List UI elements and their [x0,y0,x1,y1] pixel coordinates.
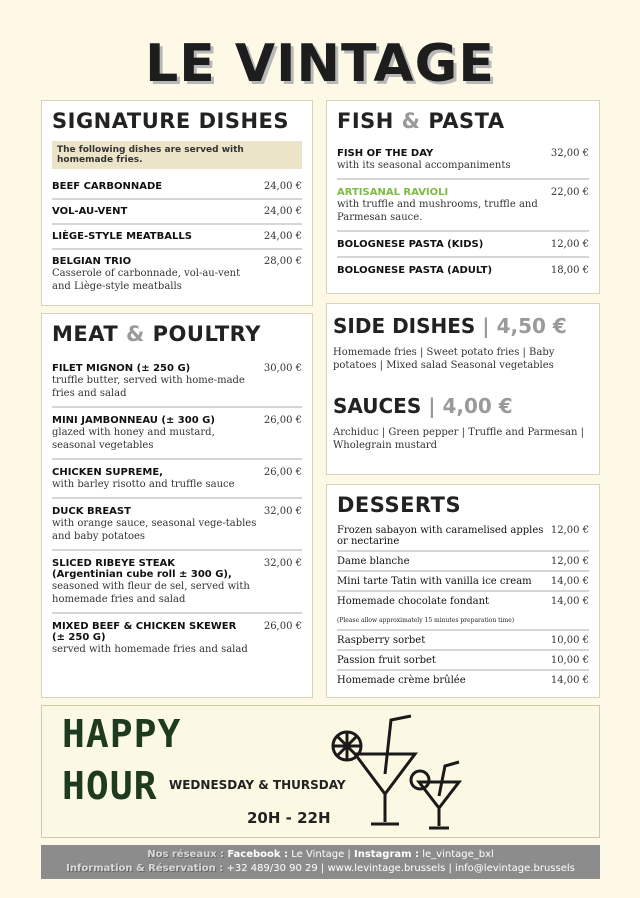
footer-info-value[interactable]: +32 489/30 90 29 | www.levintage.brussels | info@levintage.brussels [226,863,575,874]
menu-item [337,651,589,671]
menu-item-price: 24,00 € [263,231,302,242]
facebook-label: Facebook : [227,849,289,860]
footer-networks-label: Nos réseaux : [147,849,225,860]
instagram-label: Instagram : [353,849,420,860]
menu-item-name: Dame blanche [337,556,410,567]
menu-item-name: ARTISANAL RAVIOLI [337,187,449,198]
page-title: LE VINTAGE [145,34,495,94]
happy-word: HAPPY [62,712,182,756]
sauces-heading [333,394,593,418]
menu-item [52,460,302,499]
menu-item-text [52,206,258,217]
meat-heading [52,322,302,346]
menu-item-desc: Casserole of carbonnade, vol-au-vent and Liège-style meatballs [52,268,241,292]
menu-item-price: 18,00 € [550,265,589,276]
menu-item-text [52,506,258,543]
menu-item [52,175,302,200]
footer-line-2 [45,862,596,876]
menu-item [52,250,302,299]
menu-item-name: LIÈGE-STYLE MEATBALLS [52,231,192,242]
desserts-panel [326,484,600,698]
dessert-list [337,521,589,689]
menu-item [337,671,589,689]
menu-item-price: 26,00 € [263,467,302,478]
footer-line-1 [45,848,596,862]
meat-heading-b: POULTRY [152,322,261,346]
menu-item [52,551,302,614]
sauces-title: SAUCES [333,394,422,418]
menu-item [337,232,589,258]
menu-item-name: MINI JAMBONNEAU (± 300 G) [52,415,215,426]
sides-price: | 4,50 € [482,314,567,338]
menu-item-price: 10,00 € [550,635,589,646]
hour-word: HOUR [62,764,158,808]
happy-hour-banner [41,705,600,838]
menu-item-price: 12,00 € [550,239,589,250]
menu-item-desc: served with homemade fries and salad [52,644,248,655]
menu-item-name: BELGIAN TRIO [52,256,132,267]
menu-item-name: FISH OF THE DAY [337,148,434,159]
menu-item-desc: with truffle and mushrooms, truffle and Parmesan sauce. [337,199,538,223]
happy-hour-time: 20H - 22H [247,809,331,827]
signature-note: The following dishes are served with homemade fries. [52,141,302,169]
menu-item-price: 30,00 € [263,363,302,374]
menu-item-desc: with barley risotto and truffle sauce [52,479,235,490]
menu-item [52,225,302,250]
menu-item [337,141,589,180]
menu-item-price: 22,00 € [550,187,589,198]
menu-item-price: 26,00 € [263,621,302,632]
menu-item-price: 26,00 € [263,415,302,426]
sides-desc: Homemade fries | Sweet potato fries | Baby potatoes | Mixed salad Seasonal vegetables [333,347,555,371]
menu-item-text [337,675,545,686]
menu-item-text [52,467,258,491]
fish-heading [337,109,589,133]
menu-item [337,258,589,282]
menu-item-text [337,596,545,626]
happy-hour-days: WEDNESDAY & THURSDAY [169,778,346,792]
fish-heading-b: PASTA [428,109,505,133]
menu-item-text [337,655,545,666]
menu-item [337,180,589,232]
sides-sauces-panel [326,303,600,475]
footer-info-label: Information & Réservation : [66,863,224,874]
menu-item-text [52,256,258,293]
menu-item-name: SLICED RIBEYE STEAK [52,558,176,569]
menu-item-price: 12,00 € [550,556,589,567]
menu-item-price: 24,00 € [263,181,302,192]
menu-item-text [52,415,258,452]
menu-item-desc: seasoned with fleur de sel, served with homemade fries and salad [52,581,250,605]
menu-item-name: MIXED BEEF & CHICKEN SKEWER [52,621,237,632]
menu-item-desc: truffle butter, served with home-made fries and salad [52,375,245,399]
meat-heading-a: MEAT [52,322,119,346]
footer-bar [41,845,600,879]
menu-item [52,200,302,225]
menu-item-text [52,621,258,656]
menu-item-price: 24,00 € [263,206,302,217]
menu-item-name-2: (± 250 G) [52,632,106,643]
menu-item-text [337,525,545,547]
menu-item-name: FILET MIGNON (± 250 G) [52,363,191,374]
menu-item-note: (Please allow approximately 15 minutes preparation time) [337,617,515,624]
menu-item-price: 32,00 € [550,148,589,159]
menu-item [52,499,302,551]
sides-title: SIDE DISHES [333,314,476,338]
menu-item [52,614,302,662]
menu-item-price: 12,00 € [550,525,589,536]
menu-item-name: Homemade chocolate fondant [337,596,490,607]
menu-item-text [337,239,545,250]
menu-item-text [337,187,545,224]
fish-heading-a: FISH [337,109,394,133]
sauces-price: | 4,00 € [428,394,513,418]
menu-item-text [52,181,258,192]
menu-item-price: 28,00 € [263,256,302,267]
menu-item-desc: with its seasonal accompaniments [337,160,511,171]
fish-pasta-panel [326,100,600,294]
fish-list [337,141,589,282]
menu-item-price: 10,00 € [550,655,589,666]
menu-item-name: CHICKEN SUPREME, [52,467,163,478]
menu-item-text [337,635,545,646]
facebook-link[interactable]: Le Vintage | [291,849,351,860]
menu-item-name: DUCK BREAST [52,506,131,517]
sauces-desc: Archiduc | Green pepper | Truffle and Parmesan | Wholegrain mustard [333,427,584,451]
cocktail-icon [327,710,477,835]
menu-item [337,592,589,631]
menu-item [337,552,589,572]
menu-item-text [52,363,258,400]
menu-item-text [52,231,258,242]
menu-item-price: 14,00 € [550,675,589,686]
menu-item-text [337,576,545,587]
meat-list [52,356,302,662]
menu-item-price: 32,00 € [263,558,302,569]
meat-heading-amp: & [126,322,145,346]
menu-item-name: Passion fruit sorbet [337,655,436,666]
menu-item-name: BOLOGNESE PASTA (KIDS) [337,239,484,250]
menu-item-name: BOLOGNESE PASTA (ADULT) [337,265,493,276]
menu-item-name: VOL-AU-VENT [52,206,128,217]
menu-item-name: Frozen sabayon with caramelised apples or nectarine [337,525,544,547]
fish-heading-amp: & [401,109,421,133]
instagram-link[interactable]: le_vintage_bxl [422,849,494,860]
menu-item-text [337,148,545,172]
menu-item [52,408,302,460]
menu-item-desc: glazed with honey and mustard, seasonal vegetables [52,427,215,451]
menu-item-desc: with orange sauce, seasonal vege-tables and baby potatoes [52,518,257,542]
meat-poultry-panel [41,313,313,698]
menu-item-name: Homemade crème brûlée [337,675,466,686]
signature-heading: SIGNATURE DISHES [52,109,289,133]
signature-dishes-panel [41,100,313,306]
sides-heading [333,314,593,338]
menu-item [337,521,589,552]
menu-item [337,572,589,592]
desserts-heading: DESSERTS [337,493,462,517]
menu-item-name: BEEF CARBONNADE [52,181,163,192]
menu-item-text [337,265,545,276]
menu-item-text [337,556,545,567]
menu-item-name: Mini tarte Tatin with vanilla ice cream [337,576,532,587]
menu-item-text [52,558,258,606]
menu-item-price: 32,00 € [263,506,302,517]
menu-item-name-2: (Argentinian cube roll ± 300 G), [52,569,232,580]
signature-list [52,175,302,299]
menu-item-price: 14,00 € [550,576,589,587]
menu-item [337,631,589,651]
menu-item [52,356,302,408]
menu-item-name: Raspberry sorbet [337,635,426,646]
menu-item-price: 14,00 € [550,596,589,607]
